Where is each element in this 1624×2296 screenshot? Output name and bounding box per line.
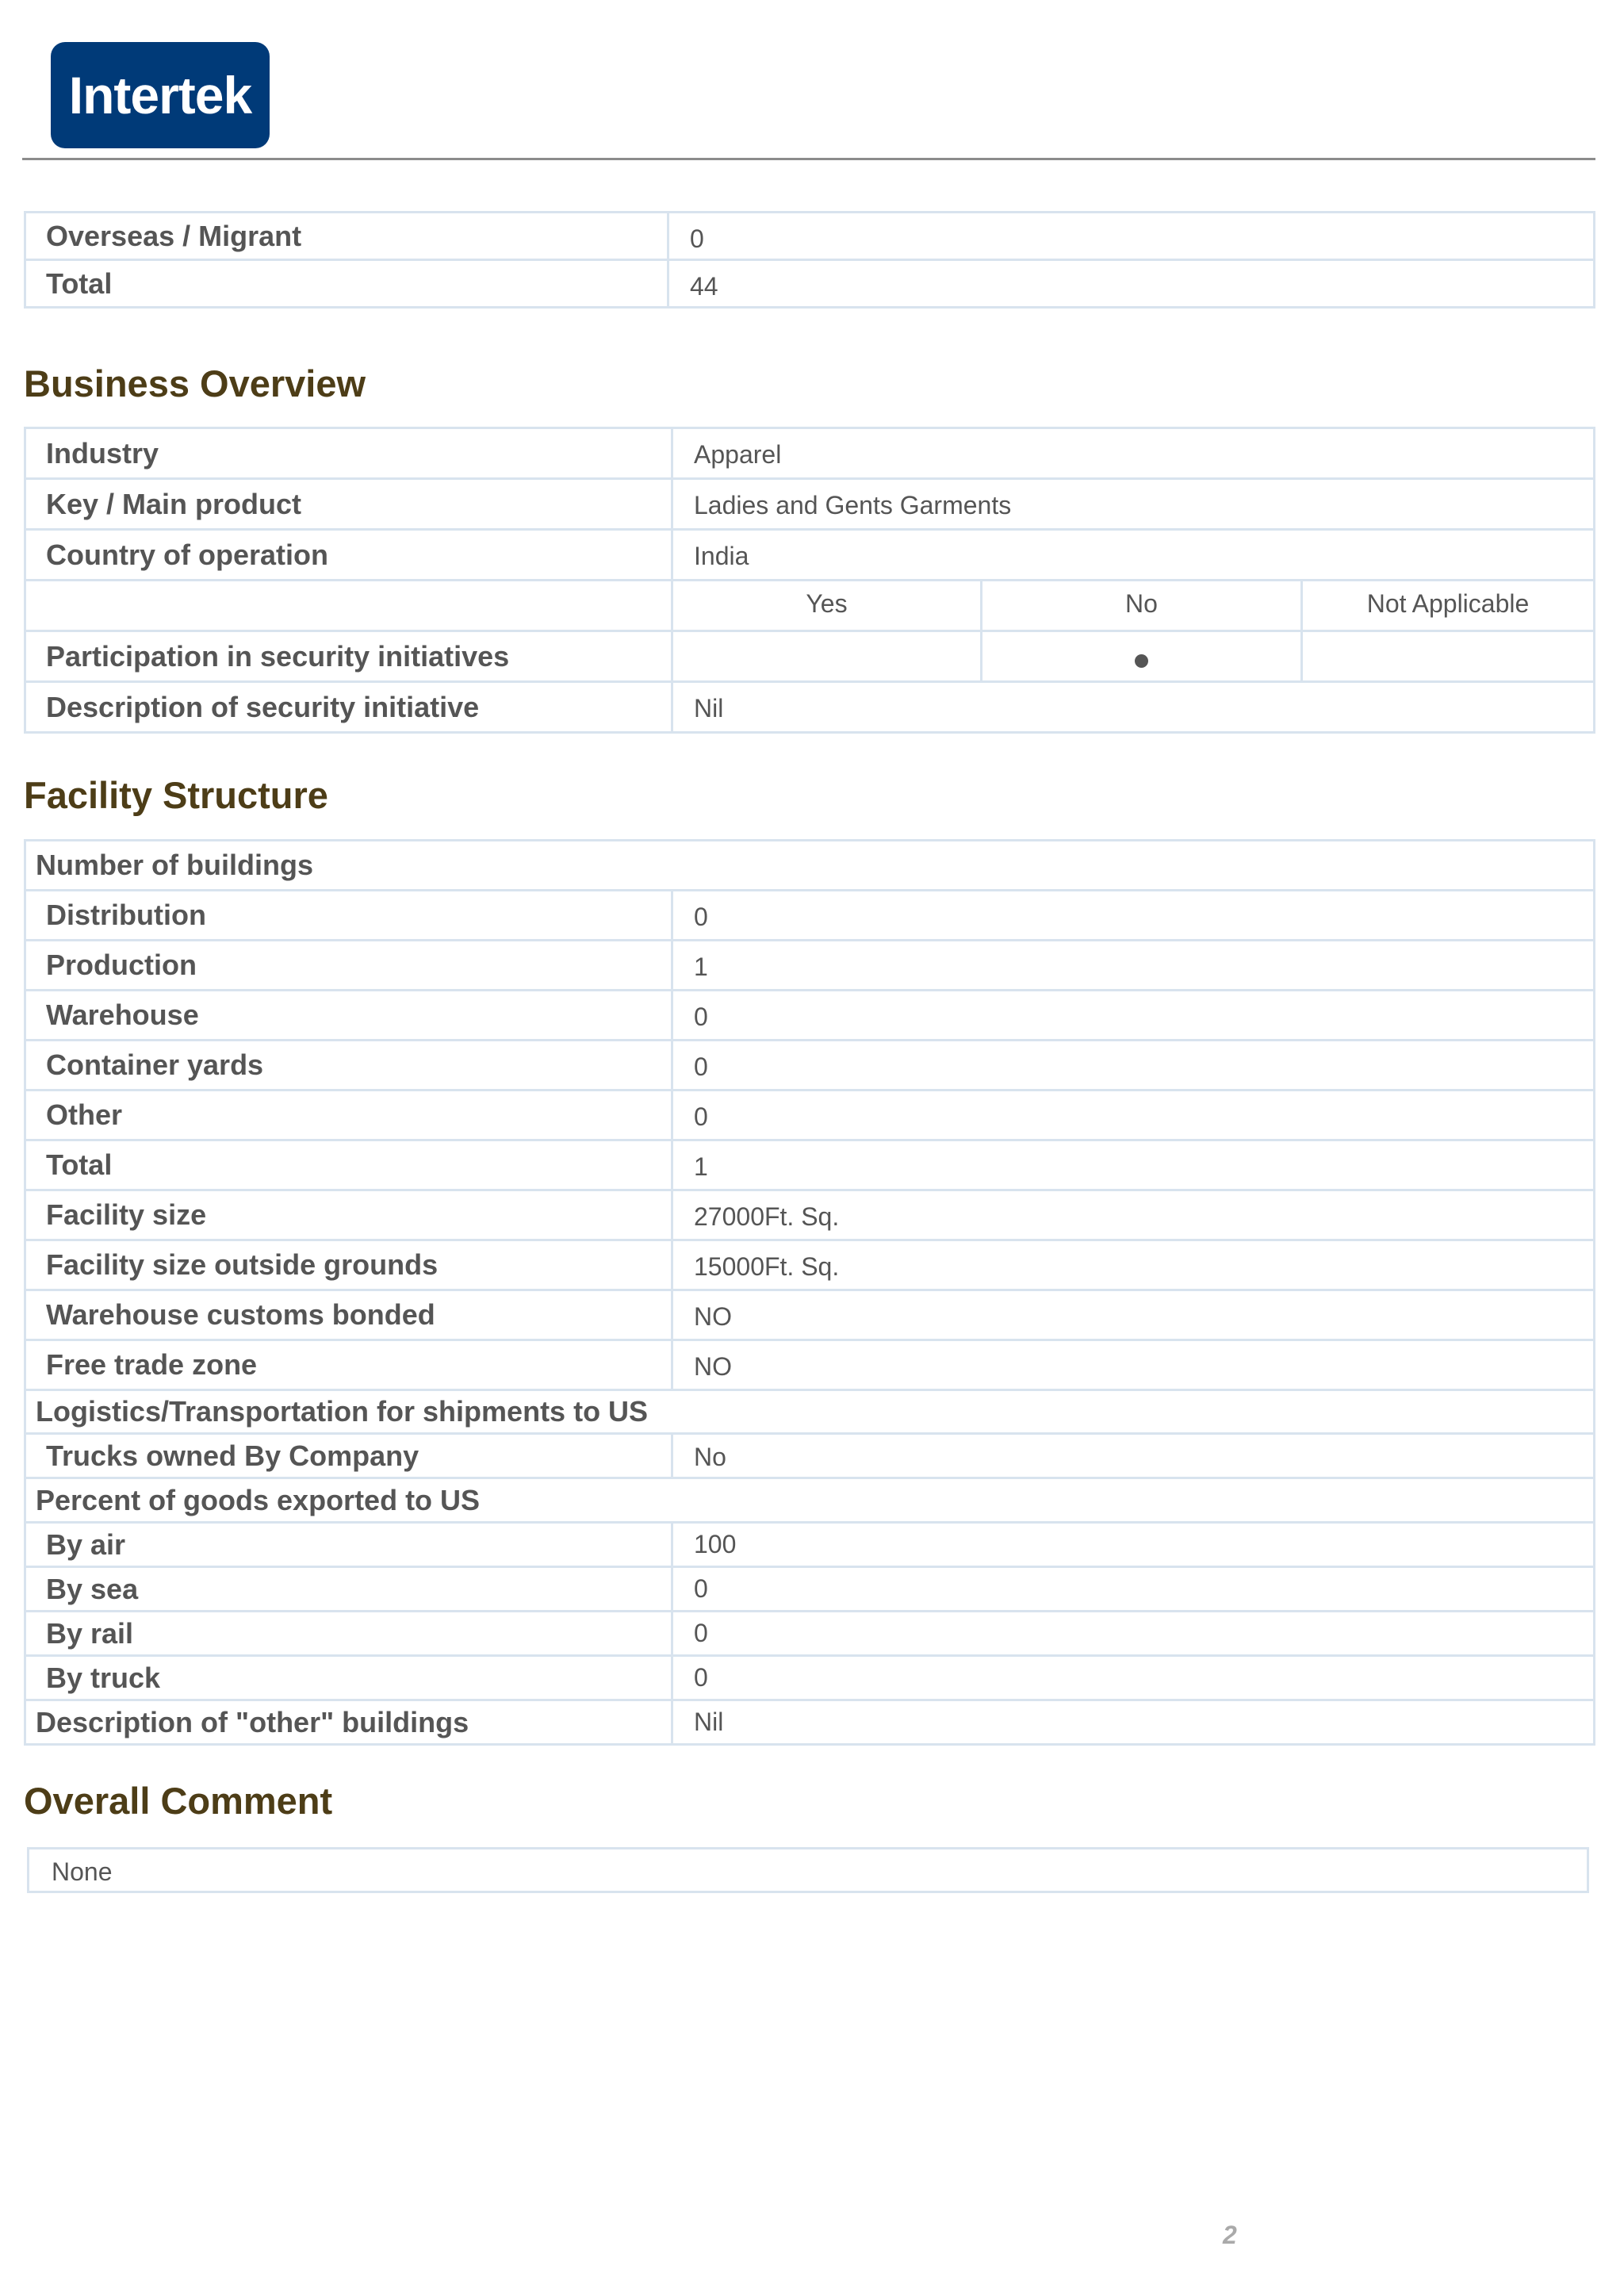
table-row [25,213,1595,260]
business-overview-heading: Business Overview [24,362,366,404]
industry-value: Apparel [672,428,1595,479]
country-value: India [672,530,1595,581]
table-row [25,1612,1595,1656]
selected-bullet-icon [1135,654,1148,668]
overall-comment-heading: Overall Comment [24,1780,333,1822]
section-row [25,1390,1595,1434]
logistics-heading: Logistics/Transportation for shipments to US [25,1390,1595,1434]
row-value: 1 [672,1140,1595,1190]
participation-yes-cell [672,631,982,682]
row-value: NO [672,1290,1595,1340]
table-row [25,428,1595,479]
table-row [25,1290,1595,1340]
table-row [25,1656,1595,1700]
row-label: Warehouse customs bonded [25,1290,672,1340]
section-row [25,1478,1595,1523]
table-row [25,1240,1595,1290]
participation-na-cell [1302,631,1595,682]
table-row [25,530,1595,581]
row-label: Overseas / Migrant [25,213,668,260]
table-row [25,941,1595,991]
buildings-heading: Number of buildings [25,841,1595,891]
header-divider [22,158,1595,160]
table-row [25,260,1595,308]
business-overview-table [24,427,1595,734]
product-label: Key / Main product [25,479,672,530]
table-row [25,891,1595,941]
row-label: Total [25,260,668,308]
table-row [25,1091,1595,1140]
export-heading: Percent of goods exported to US [25,1478,1595,1523]
participation-no-cell [982,631,1302,682]
row-label: By rail [25,1612,672,1656]
facility-table [24,839,1595,1746]
row-value: 0 [672,891,1595,941]
row-label: Description of "other" buildings [25,1700,672,1745]
row-value: 27000Ft. Sq. [672,1190,1595,1240]
overall-comment-box: None [27,1847,1589,1893]
options-header-row [25,581,1595,631]
row-label: Warehouse [25,991,672,1041]
industry-label: Industry [25,428,672,479]
row-value: 44 [668,260,1595,308]
row-value: 0 [672,991,1595,1041]
table-row [25,682,1595,733]
row-label: By truck [25,1656,672,1700]
row-label: Distribution [25,891,672,941]
table-row [25,1190,1595,1240]
table-row [25,1523,1595,1567]
option-na-header: Not Applicable [1302,581,1595,631]
option-no-header: No [982,581,1302,631]
row-value: 0 [672,1041,1595,1091]
row-value: 1 [672,941,1595,991]
option-yes-header: Yes [672,581,982,631]
product-value: Ladies and Gents Garments [672,479,1595,530]
table-row [25,991,1595,1041]
row-label: Trucks owned By Company [25,1434,672,1478]
row-value: 0 [672,1656,1595,1700]
row-value: 0 [672,1091,1595,1140]
row-label: Container yards [25,1041,672,1091]
table-row [25,1567,1595,1612]
page-number: 2 [1223,2221,1237,2249]
country-label: Country of operation [25,530,672,581]
table-row [25,1041,1595,1091]
row-value: 0 [668,213,1595,260]
row-label: By sea [25,1567,672,1612]
row-value: 15000Ft. Sq. [672,1240,1595,1290]
row-value: Nil [672,1700,1595,1745]
facility-structure-heading: Facility Structure [24,774,328,816]
row-value: 100 [672,1523,1595,1567]
row-value: No [672,1434,1595,1478]
workforce-table [24,211,1595,309]
row-value: NO [672,1340,1595,1390]
table-row [25,1340,1595,1390]
empty-cell [25,581,672,631]
table-row [25,479,1595,530]
table-row [25,1434,1595,1478]
description-value: Nil [672,682,1595,733]
table-row [25,1700,1595,1745]
description-label: Description of security initiative [25,682,672,733]
row-value: 0 [672,1612,1595,1656]
row-label: Facility size outside grounds [25,1240,672,1290]
intertek-logo: Intertek [51,42,270,148]
row-label: Production [25,941,672,991]
row-label: Other [25,1091,672,1140]
row-label: By air [25,1523,672,1567]
participation-row [25,631,1595,682]
table-row [25,1140,1595,1190]
row-value: 0 [672,1567,1595,1612]
participation-label: Participation in security initiatives [25,631,672,682]
row-label: Free trade zone [25,1340,672,1390]
row-label: Facility size [25,1190,672,1240]
section-row [25,841,1595,891]
row-label: Total [25,1140,672,1190]
